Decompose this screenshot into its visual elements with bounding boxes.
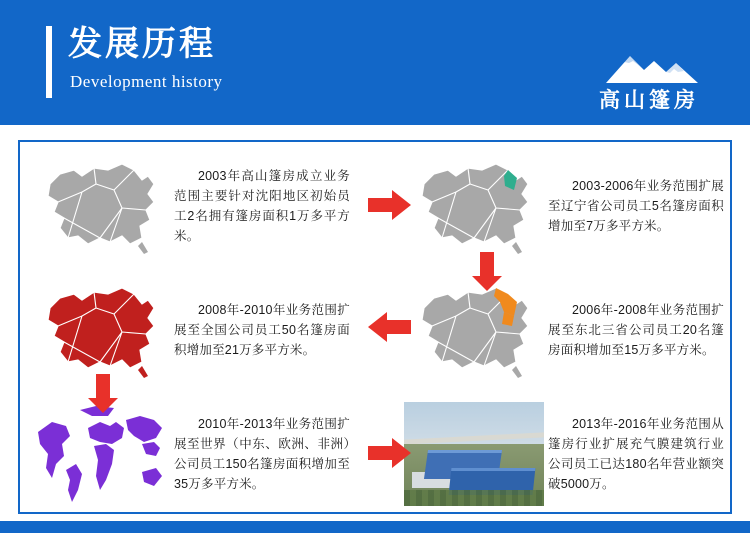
china-map-liaoning-icon <box>404 150 544 262</box>
arrow-down-2-icon <box>86 374 120 414</box>
world-map-purple-icon <box>30 398 170 510</box>
timeline-row-1 <box>20 144 734 268</box>
mountain-icon <box>604 50 700 84</box>
timeline-text-2003-2006: 2003-2006年业务范围扩展至辽宁省公司员工5名篷房面积增加至7万多平方米。 <box>548 179 724 233</box>
timeline-frame <box>18 140 732 514</box>
timeline-text-2006-2008: 2006年-2008年业务范围扩展至东北三省公司员工20名篷房面积增加至15万多平方米。 <box>548 303 724 357</box>
timeline-text-2013-2016: 2013年-2016年业务范围从篷房行业扩展充气膜建筑行业公司员工已达180名年营业额突破5000万。 <box>548 417 724 491</box>
timeline-text-2010-2013: 2010年-2013年业务范围扩展至世界（中东、欧洲、非洲）公司员工150名篷房面积增加至35万多平方米。 <box>174 417 350 491</box>
footer-bar <box>0 521 750 533</box>
company-logo <box>574 50 724 116</box>
page-title: 发展历程 <box>68 25 216 63</box>
timeline-item-2003 <box>30 144 350 268</box>
timeline-item-2008-2010 <box>30 268 350 392</box>
timeline-text-2008-2010: 2008年-2010年业务范围扩展至全国公司员工50名篷房面积增加至21万多平方米。 <box>174 303 350 357</box>
logo-text: 高山篷房 <box>599 89 699 112</box>
timeline-item-2013-2016 <box>404 392 724 516</box>
timeline-row-3 <box>20 392 734 516</box>
factory-photo <box>404 402 544 506</box>
timeline-text-2003: 2003年高山篷房成立业务范围主要针对沈阳地区初始员工2名拥有篷房面积1万多平方米。 <box>174 169 350 243</box>
timeline-item-2010-2013 <box>30 392 350 516</box>
page-header <box>0 0 750 125</box>
arrow-left-1-icon <box>368 310 412 344</box>
arrow-right-1-icon <box>368 188 412 222</box>
timeline-item-2003-2006 <box>404 144 724 268</box>
arrow-down-1-icon <box>470 252 504 292</box>
timeline-item-2006-2008 <box>404 268 724 392</box>
header-accent-bar <box>46 26 52 98</box>
china-map-gray-icon <box>30 150 170 262</box>
page-subtitle: Development history <box>70 72 223 91</box>
china-map-red-icon <box>30 274 170 386</box>
arrow-right-2-icon <box>368 436 412 470</box>
timeline-row-2 <box>20 268 734 392</box>
